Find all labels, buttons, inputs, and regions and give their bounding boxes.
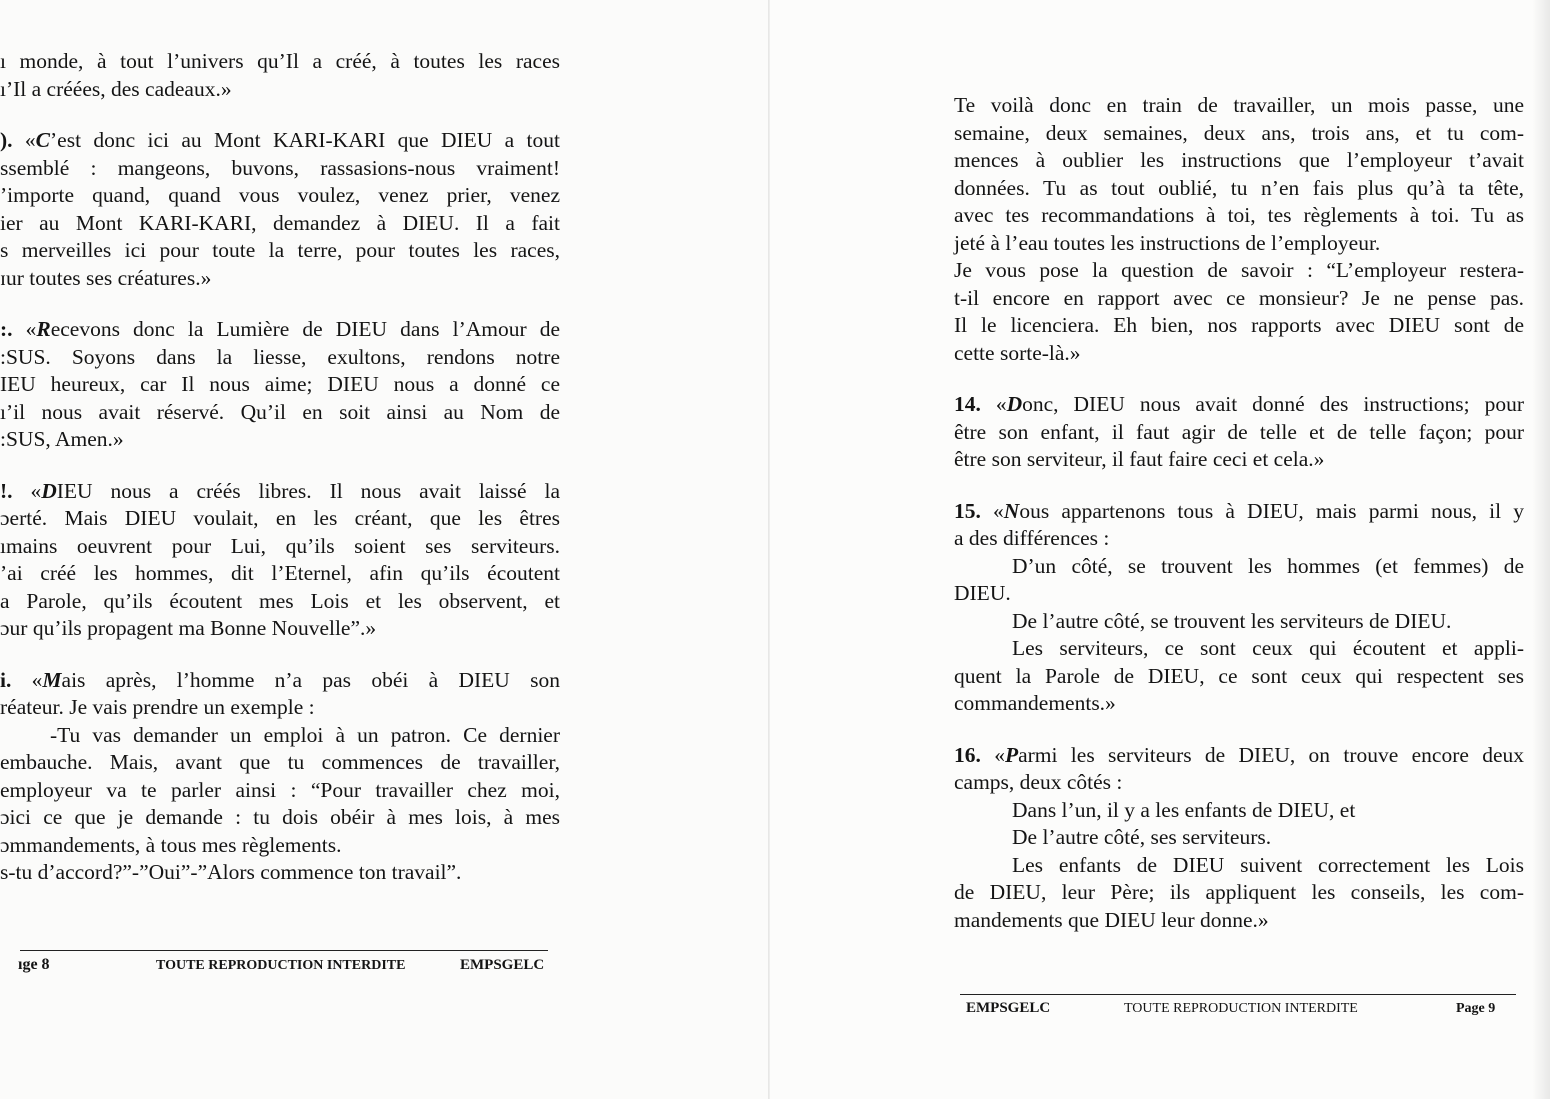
paragraph-intro	[0, 48, 560, 103]
text-line: DIEU.	[954, 581, 1011, 605]
text-line: ɔmmandements, à tous mes règlements.	[0, 832, 342, 857]
text-line: commandements.»	[954, 691, 1116, 715]
text-line: ɪur toutes ses créatures.»	[0, 265, 212, 290]
text-line: IEU heureux, car Il nous aime; DIEU nous a donné ce	[0, 372, 560, 396]
right-footer	[954, 998, 1524, 1022]
text-line: Te voilà donc en train de travailler, un mois passe, une	[954, 93, 1524, 117]
text-line: :SUS. Soyons dans la liesse, exultons, rendons notre	[0, 344, 560, 369]
text-line: a des différences :	[954, 526, 1110, 550]
line-text: ’est donc ici au Mont KARI-KARI que DIEU a tout	[50, 128, 561, 152]
text-line: ssemblé : mangeons, buvons, rassasions-nous vraiment!	[0, 155, 560, 180]
text-line: Dans l’un, il y a les enfants de DIEU, et	[1012, 797, 1356, 822]
text-line: ı monde, à tout l’univers qu’Il a créé, à toutes les races	[0, 49, 560, 73]
open-quote: «	[993, 498, 1004, 523]
left-page	[0, 0, 770, 1099]
text-line	[954, 391, 1524, 419]
drop-letter: D	[41, 478, 57, 503]
paragraph-13	[0, 667, 560, 887]
text-line: mandements que DIEU leur donne.»	[954, 907, 1269, 932]
text-line: Les enfants de DIEU suivent correctement les Lois	[1012, 852, 1524, 877]
text-line: Je vous pose la question de savoir : “L’employeur restera-	[954, 258, 1524, 282]
text-line: ’ai créé les hommes, dit l’Eternel, afin qu’ils écoutent	[0, 561, 560, 585]
text-line: D’un côté, se trouvent les hommes (et femmes) de	[1012, 553, 1524, 578]
text-line: données. Tu as tout oublié, tu n’en fais plus qu’à ta tête,	[954, 175, 1524, 200]
text-line: mences à oublier les instructions que l’employeur t’avait	[954, 148, 1524, 172]
open-quote: «	[25, 317, 37, 341]
paragraph-number: :.	[0, 317, 13, 341]
text-line: a Parole, qu’ils écoutent mes Lois et les observent, et	[0, 588, 560, 613]
text-line: De l’autre côté, se trouvent les serviteurs de DIEU.	[1012, 608, 1452, 633]
line-text: onc, DIEU nous avait donné des instructions; pour	[1022, 392, 1525, 416]
paragraph-14	[954, 391, 1524, 474]
text-line: ɔerté. Mais DIEU voulait, en les créant, que les êtres	[0, 506, 560, 530]
text-line: De l’autre côté, ses serviteurs.	[1012, 825, 1272, 849]
text-line: réateur. Je vais prendre un exemple :	[0, 695, 315, 719]
open-quote: «	[995, 392, 1007, 416]
text-line: -Tu vas demander un emploi à un patron. Ce dernier	[50, 722, 560, 747]
text-line: s merveilles ici pour toute la terre, pour toutes les races,	[0, 238, 560, 262]
page-number-label: Page 9	[1456, 1001, 1496, 1016]
drop-letter: C	[35, 128, 50, 152]
text-line	[0, 127, 560, 155]
text-line: camps, deux côtés :	[954, 770, 1123, 794]
text-line: être son serviteur, il faut faire ceci et cela.»	[954, 447, 1325, 471]
paragraph-16	[954, 742, 1524, 935]
text-line	[0, 478, 560, 506]
text-line: ’importe quand, quand vous voulez, venez prier, venez	[0, 183, 560, 207]
paragraph-15	[954, 498, 1524, 718]
paragraph-10	[0, 127, 560, 292]
text-line: ımains oeuvrent pour Lui, qu’ils soient ses serviteurs.	[0, 533, 560, 558]
text-line: ɔur qu’ils propagent ma Bonne Nouvelle”.»	[0, 616, 377, 640]
publisher-name: EMPSGELC	[966, 1000, 1051, 1016]
left-text-column	[0, 48, 560, 911]
right-page	[770, 0, 1550, 1099]
left-footer	[0, 954, 560, 978]
paragraph-number: 16.	[954, 742, 981, 767]
line-text: IEU nous a créés libres. Il nous avait laissé la	[56, 478, 561, 503]
text-line: ı’il nous avait réservé. Qu’il en soit ainsi au Nom de	[0, 399, 560, 424]
open-quote: «	[30, 478, 42, 503]
open-quote: «	[24, 128, 36, 152]
text-line: t-il encore en rapport avec ce monsieur? Je ne pense pas.	[954, 285, 1524, 310]
text-line: employeur va te parler ainsi : “Pour travailler chez moi,	[0, 777, 560, 802]
drop-letter: R	[36, 317, 51, 341]
footer-rule	[20, 950, 548, 951]
text-line	[0, 667, 560, 695]
page-number-label: ıge 8	[18, 956, 50, 973]
drop-letter: N	[1003, 498, 1020, 523]
text-line: ı’Il a créées, des cadeaux.»	[0, 76, 232, 101]
text-line: ier au Mont KARI-KARI, demandez à DIEU. Il a fait	[0, 210, 560, 235]
paragraph-number: 15.	[954, 498, 981, 523]
open-quote: «	[994, 742, 1005, 767]
text-line: s-tu d’accord?”-”Oui”-”Alors commence ton travail”.	[0, 860, 462, 884]
text-line: embauche. Mais, avant que tu commences de travailler,	[0, 750, 560, 774]
page-edge-shadow	[1532, 0, 1550, 1099]
line-text: ous appartenons tous à DIEU, mais parmi nous, il y	[1019, 498, 1524, 523]
text-line: Les serviteurs, ce sont ceux qui écoutent et appli-	[1012, 636, 1524, 660]
text-line: quent la Parole de DIEU, ce sont ceux qui respectent ses	[954, 663, 1524, 688]
paragraph-number: 14.	[954, 392, 981, 416]
text-line: semaine, deux semaines, deux ans, trois ans, et tu com-	[954, 120, 1524, 145]
right-text-column	[954, 92, 1524, 958]
paragraph-13-continued	[954, 92, 1524, 367]
copyright-notice: TOUTE REPRODUCTION INTERDITE	[156, 958, 406, 973]
drop-letter: M	[42, 667, 62, 692]
drop-letter: P	[1004, 742, 1019, 767]
text-line: être son enfant, il faut agir de telle et de telle façon; pour	[954, 419, 1524, 444]
paragraph-11	[0, 316, 560, 454]
text-line: ɔici ce que je demande : tu dois obéir à mes lois, à mes	[0, 805, 560, 829]
footer-rule	[960, 994, 1516, 995]
text-line	[0, 316, 560, 344]
paragraph-number: !.	[0, 478, 13, 503]
paragraph-number: ).	[0, 128, 13, 152]
drop-letter: D	[1006, 392, 1023, 416]
copyright-notice: TOUTE REPRODUCTION INTERDITE	[1124, 1001, 1358, 1016]
text-line: cette sorte-là.»	[954, 340, 1081, 365]
paragraph-number: i.	[0, 667, 12, 692]
line-text: ecevons donc la Lumière de DIEU dans l’Amour de	[50, 317, 561, 341]
open-quote: «	[31, 667, 43, 692]
line-text: ais après, l’homme n’a pas obéi à DIEU son	[61, 667, 560, 692]
text-line: :SUS, Amen.»	[0, 427, 124, 451]
paragraph-12	[0, 478, 560, 643]
text-line: Il le licenciera. Eh bien, nos rapports avec DIEU sont de	[954, 313, 1524, 337]
text-line	[954, 498, 1524, 526]
text-line: jeté à l’eau toutes les instructions de l’employeur.	[954, 230, 1381, 255]
text-line	[954, 742, 1524, 770]
text-line: de DIEU, leur Père; ils appliquent les conseils, les com-	[954, 880, 1524, 904]
text-line: avec tes recommandations à toi, tes règlements à toi. Tu as	[954, 203, 1524, 227]
publisher-name: EMPSGELC	[460, 957, 545, 973]
line-text: armi les serviteurs de DIEU, on trouve encore deux	[1018, 742, 1525, 767]
